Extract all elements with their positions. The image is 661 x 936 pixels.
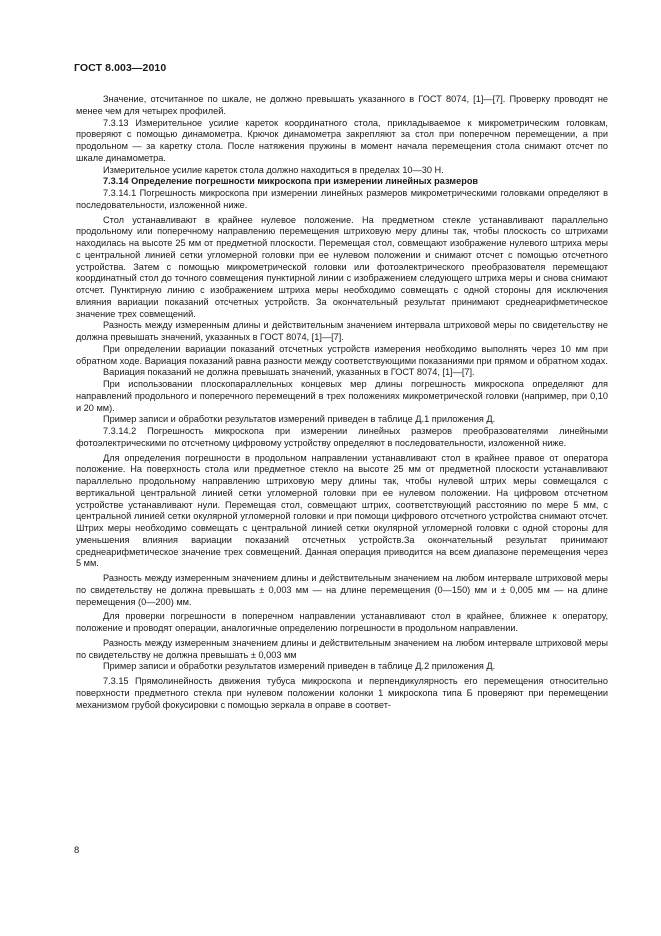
paragraph: Для определения погрешности в продольном направлении устанавливают стол в крайнее правое от оператора положение. На поверхность стола или предметное стекло на высоте 25 мм от предметной плоскости устанавливают параллельно продольному направлению штриховую меру длины так, чтобы нулевой штрих меры совмещался с вертикальной центральной линией сетки угломерной головки при ее нулевом положении. На цифровом отсчетном устройстве устанавливают нули. Перемещая стол, совмещают штрих, соответствующий расстоянию по мере 5 мм, с центральной линией сетки окулярной угломерной головки и при помощи цифрового отсчетного устройства снимают отсчет. Штрих меры необходимо совмещать с центральной линией сетки окулярной угломерной головки с одной стороны для уменьшения влияния вариации показаний отсчетных устройств.За окончательный результат принимают среднеарифметическое значение трех совмещений. Данная операция приводится на всем диапазоне перемещения через 5 мм. xyxy=(76,452,608,569)
paragraph: Значение, отсчитанное по шкале, не должно превышать указанного в ГОСТ 8074, [1]—[7]. Проверку проводят не менее чем для четырех профилей. xyxy=(76,94,608,116)
page-number: 8 xyxy=(74,845,80,856)
paragraph: Стол устанавливают в крайнее нулевое положение. На предметном стекле устанавливают параллельно продольному или поперечному направлению перемещения штриховую меру длины так, чтобы плоскость со штрихами находилась на высоте 25 мм от предметной плоскости. Перемещая стол, совмещают изображение нулевого штриха меры с центральной линией сетки угломерной головки при ее нулевом положении и снимают отсчет с помощью отсчетного устройства. Затем с помощью микрометрической головки или фотоэлектрического преобразователя перемещают координатный стол до точного совмещения пунктирной линии с изображением следующего штриха меры и снова снимают отсчет. Пунктирную линию с изображением штриха меры необходимо совмещать с одной стороны для исключения влияния вариации показаний отсчетных устройств. За окончательный результат принимают среднеарифметическое значение трех совмещений. xyxy=(76,214,608,319)
paragraph: Для проверки погрешности в поперечном направлении устанавливают стол в крайнее, ближнее к оператору, положение и проводят операции, аналогичные определению погрешности в продольном направлении. xyxy=(76,611,608,633)
paragraph: Разность между измеренным значением длины и действительным значением на любом интервале штриховой меры по свидетельству не должна превышать ± 0,003 мм xyxy=(76,637,608,660)
document-header: ГОСТ 8.003—2010 xyxy=(74,62,167,74)
paragraph: Пример записи и обработки результатов измерений приведен в таблице Д.1 приложения Д. xyxy=(103,414,496,425)
body-text xyxy=(76,94,608,711)
paragraph: Разность между измеренным значением длины и действительным значением на любом интервале штриховой меры по свидетельству не должна превышать ± 0,003 мм — на длине перемещения (0—150) мм и ± 0,005 мм — на длине перемещения (0—200) мм. xyxy=(76,573,608,607)
paragraph: 7.3.13 Измерительное усилие кареток координатного стола, прикладываемое к микрометрическим головкам, проверяют с помощью динамометра. Крючок динамометра закрепляют за стол при поперечном перемещении, а при продольном — за каретку стола. После натяжения пружины в момент начала перемещения стола снимают отсчет по шкале динамометра. xyxy=(76,117,608,163)
paragraph: 7.3.14.1 Погрешность микроскопа при измерении линейных размеров микрометрическими головками определяют в последовательности, изложенной ниже. xyxy=(76,188,608,210)
paragraph: Разность между измеренным длины и действительным значением интервала штриховой меры по свидетельству не должна превышать значений, указанных в ГОСТ 8074, [1]—[7]. xyxy=(76,320,608,342)
paragraph: Пример записи и обработки результатов измерений приведен в таблице Д.2 приложения Д. xyxy=(103,661,496,672)
section-heading: 7.3.14 Определение погрешности микроскопа при измерении линейных размеров xyxy=(103,176,479,187)
paragraph: 7.3.15 Прямолинейность движения тубуса микроскопа и перпендикулярность его перемещения относительно поверхности предметного стекла при нулевом положении колонки 1 микроскопа типа Б проверяют при перемещении механизмом грубой фокусировки с помощью зеркала в оправе в соответ- xyxy=(76,676,608,710)
paragraph: 7.3.14.2 Погрешность микроскопа при измерении линейных размеров преобразователями линейными фотоэлектрическими по отсчетному цифровому устройству определяют в последовательности, изложенной ниже. xyxy=(76,426,608,448)
paragraph: Измерительное усилие кареток стола должно находиться в пределах 10—30 Н. xyxy=(103,164,444,175)
paragraph: При определении вариации показаний отсчетных устройств измерения необходимо выполнять через 10 мм при обратном ходе. Вариация показаний равна разности между соответствующими показаниями при прямом и обратном ходах. xyxy=(76,343,608,366)
paragraph: Вариация показаний не должна превышать значений, указанных в ГОСТ 8074, [1]—[7]. xyxy=(103,367,475,378)
paragraph: При использовании плоскопараллельных концевых мер длины погрешность микроскопа определяют для направлений продольного и поперечного перемещений в трех положениях микрометрической головки (например, при 0,10 и 20 мм). xyxy=(76,379,608,413)
